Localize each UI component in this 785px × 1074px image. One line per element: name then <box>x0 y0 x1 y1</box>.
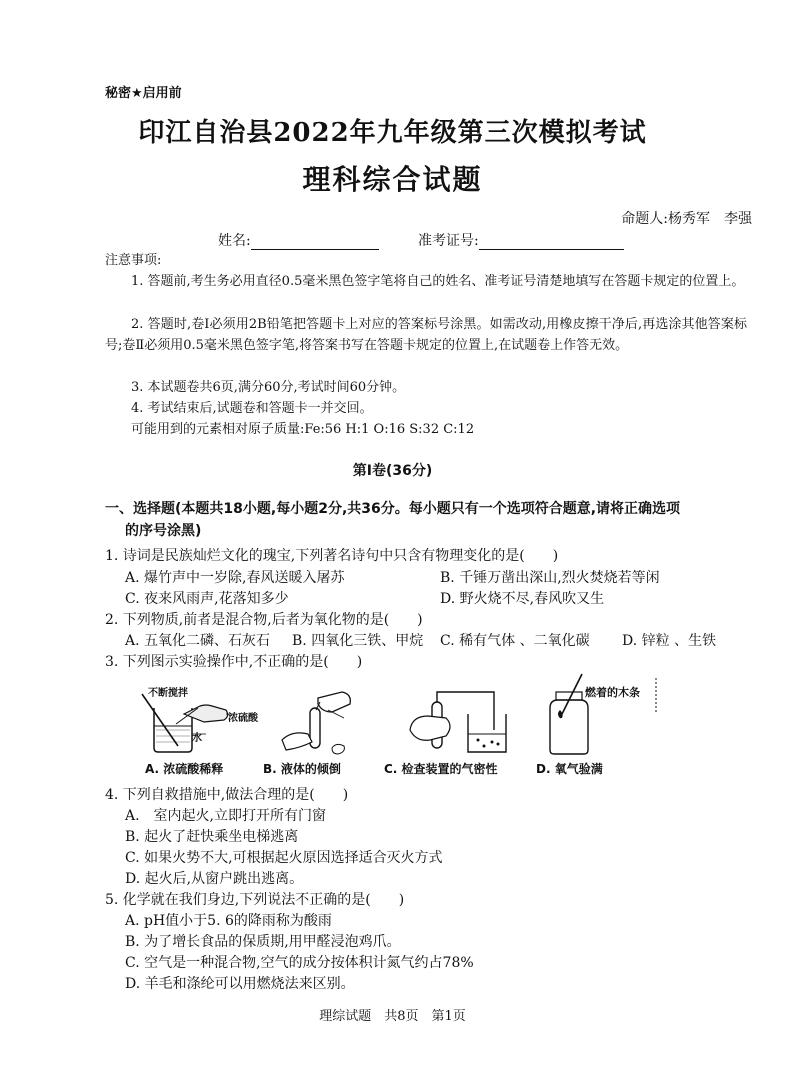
author-line: 命题人:杨秀军 李强 <box>621 211 752 227</box>
notice-item-2: 2. 答题时,卷Ⅰ必须用2B铅笔把答题卡上对应的答案标号涂黑。如需改动,用橡皮擦干净后,再选涂其他答案标号;卷Ⅱ必须用0.5毫米黑色签字笔,将答案书写在答题卡规定的位置上,在试题卷上作答无效。 <box>105 317 747 353</box>
pouring-figure <box>272 690 362 760</box>
question-2-option-a: A. 五氧化二磷、石灰石 <box>125 633 271 649</box>
section-intro-line1: 一、选择题(本题共18小题,每小题2分,共36分。每小题只有一个选项符合题意,请将正确选项 <box>105 501 681 517</box>
name-blank <box>251 235 379 250</box>
burning-stick-label: 燃着的木条 <box>585 686 640 699</box>
question-5-option-b: B. 为了增长食品的保质期,用甲醛浸泡鸡爪。 <box>125 934 401 950</box>
question-5-option-d: D. 羊毛和涤纶可以用燃烧法来区别。 <box>125 976 355 992</box>
question-5-stem: 5. 化学就在我们身边,下列说法不正确的是( ) <box>105 892 405 908</box>
question-3-option-c: C. 检查装置的气密性 <box>384 762 498 776</box>
question-1-option-a: A. 爆竹声中一岁除,春风送暖入屠苏 <box>125 570 345 586</box>
acid-label: 浓硫酸 <box>228 713 258 724</box>
exam-id-field <box>418 230 624 250</box>
question-4-option-d: D. 起火后,从窗户跳出逃离。 <box>125 871 304 887</box>
water-label: 水 <box>192 733 202 744</box>
question-1-option-c: C. 夜来风雨声,花落知多少 <box>125 591 289 607</box>
question-1-stem: 1. 诗词是民族灿烂文化的瑰宝,下列著名诗句中只含有物理变化的是( ) <box>105 548 559 564</box>
question-4-option-a: A. 室内起火,立即打开所有门窗 <box>125 808 327 824</box>
notice-item-4: 4. 考试结束后,试题卷和答题卡一并交回。 <box>131 401 373 416</box>
question-2-option-c: C. 稀有气体 、二氧化碳 <box>440 633 590 649</box>
question-3-stem: 3. 下列图示实验操作中,不正确的是( ) <box>105 654 363 670</box>
question-1-option-d: D. 野火烧不尽,春风吹又生 <box>440 591 605 607</box>
stir-label: 不断搅拌 <box>148 688 188 699</box>
question-5-option-a: A. pH值小于5. 6的降雨称为酸雨 <box>125 913 332 929</box>
airtightness-figure <box>402 686 512 758</box>
section-intro-line2: 的序号涂黑) <box>125 523 202 539</box>
question-4-stem: 4. 下列自救措施中,做法合理的是( ) <box>105 787 349 803</box>
question-4-option-b: B. 起火了赶快乘坐电梯逃离 <box>125 829 299 845</box>
question-3-option-b: B. 液体的倾倒 <box>263 762 341 776</box>
atomic-masses: 可能用到的元素相对原子质量:Fe:56 H:1 O:16 S:32 C:12 <box>131 422 475 437</box>
exam-id-label: 准考证号: <box>418 233 479 249</box>
page-footer: 理综试题 共8页 第1页 <box>319 1009 466 1024</box>
exam-subtitle: 理科综合试题 <box>302 163 483 196</box>
question-2-stem: 2. 下列物质,前者是混合物,后者为氧化物的是( ) <box>105 612 423 628</box>
exam-id-blank <box>479 235 624 250</box>
question-3-option-d: D. 氧气验满 <box>536 762 603 776</box>
secret-mark: 秘密★启用前 <box>105 86 182 101</box>
name-field <box>218 230 379 250</box>
section-heading: 第Ⅰ卷(36分) <box>352 463 433 479</box>
question-2-option-b: B. 四氧化三铁、甲烷 <box>292 633 424 649</box>
section-intro <box>105 498 750 542</box>
question-5-option-c: C. 空气是一种混合物,空气的成分按体积计氮气约占78% <box>125 955 474 971</box>
question-4-option-c: C. 如果火势不大,可根据起火原因选择适合灭火方式 <box>125 850 443 866</box>
question-2-option-d: D. 锌粒 、生铁 <box>622 633 717 649</box>
exam-title: 印江自治县2022年九年级第三次模拟考试 <box>138 118 647 148</box>
notice-heading: 注意事项: <box>105 253 162 268</box>
notice-item-3: 3. 本试题卷共6页,满分60分,考试时间60分钟。 <box>131 380 406 395</box>
notice-item-1: 1. 答题前,考生务必用直径0.5毫米黑色签字笔将自己的姓名、准考证号清楚地填写在答题卡规定的位置上。 <box>131 274 745 289</box>
question-1-option-b: B. 千锤万凿出深山,烈火焚烧若等闲 <box>440 570 660 586</box>
question-3-option-a: A. 浓硫酸稀释 <box>145 762 224 776</box>
name-label: 姓名: <box>218 233 251 249</box>
